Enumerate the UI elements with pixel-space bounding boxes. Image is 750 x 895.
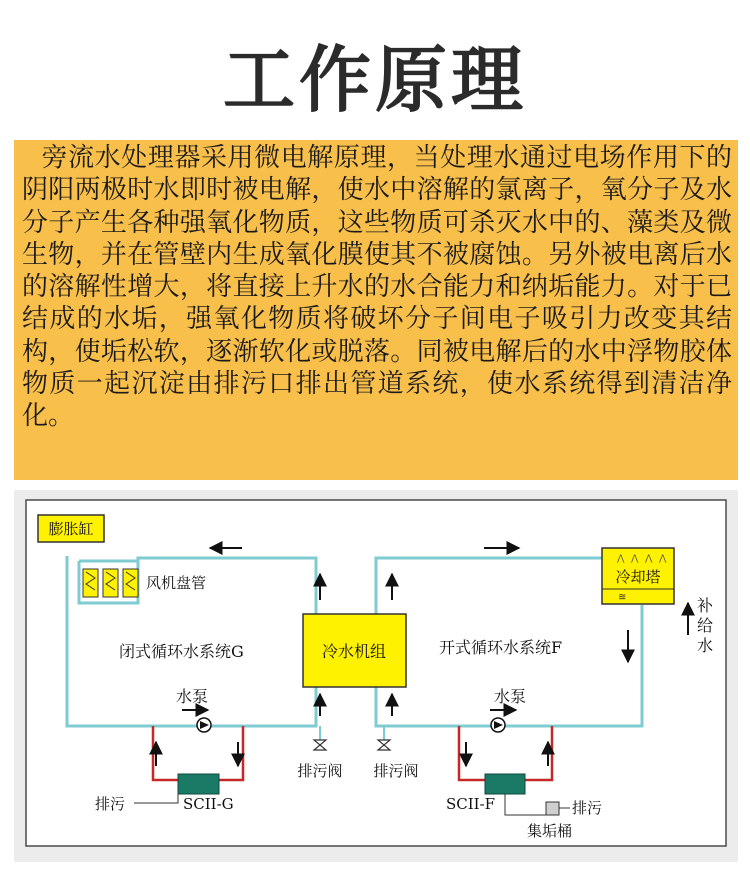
pump-left-label: 水泵 [175, 687, 209, 706]
blowdown-right-label: 排污 [572, 799, 603, 817]
open-system-label: 开式循环水系统F [439, 638, 563, 657]
scale-bucket [546, 802, 559, 815]
expansion-tank-label: 膨胀缸 [48, 520, 94, 538]
fan-coil-units [83, 569, 138, 597]
float-icon: ≊ [618, 592, 627, 603]
unit-right [485, 774, 525, 794]
description-text: 旁流水处理器采用微电解原理，当处理水通过电场作用下的阴阳两极时水即时被电解，使水中溶解的氯离子，氧分子及水分子产生各种强氧化物质，这些物质可杀灭水中的、藻类及微生物，并在管壁内生成氧化膜使其不被腐蚀。另外被电离后水的溶解性增大，将直接上升水的水合能力和纳垢能力。对于已结成的水垢，强氧化物质将破坏分子间电子吸引力改变其结构，使垢松软，逐渐软化或脱落。同被电解后的水中浮物胶体物质一起沉淀由排污口排出管道系统，使水系统得到清洁净化。 [22, 143, 732, 432]
cooling-tower-label: 冷却塔 [615, 568, 661, 586]
description-panel [14, 140, 738, 480]
svg-text:⋀: ⋀ [659, 554, 667, 564]
unit-right-label: SCII-F [446, 795, 496, 813]
pump-left [197, 718, 211, 732]
scale-bucket-label: 集垢桶 [527, 822, 573, 840]
page-title: 工作原理 [222, 38, 527, 122]
drain-valve-left-label: 排污阀 [297, 762, 343, 780]
unit-left [178, 774, 219, 794]
unit-left-label: SCII-G [183, 795, 234, 813]
makeup-water-char: 水 [696, 636, 714, 655]
svg-text:⋀: ⋀ [645, 554, 653, 564]
makeup-water-label [697, 596, 713, 655]
chiller-label: 冷水机组 [321, 642, 387, 661]
diagram-svg [14, 490, 738, 862]
drain-valve-right-label: 排污阀 [373, 762, 419, 780]
closed-system-label: 闭式循环水系统G [119, 642, 244, 661]
makeup-water-char: 给 [696, 616, 714, 635]
svg-text:⋀: ⋀ [617, 554, 625, 564]
makeup-water-char: 补 [696, 596, 714, 615]
pump-right [491, 718, 505, 732]
blowdown-left-label: 排污 [95, 795, 126, 813]
svg-text:⋀: ⋀ [631, 554, 639, 564]
fan-coil-label: 风机盘管 [146, 574, 207, 592]
system-diagram [14, 490, 738, 862]
pump-right-label: 水泵 [493, 687, 527, 706]
